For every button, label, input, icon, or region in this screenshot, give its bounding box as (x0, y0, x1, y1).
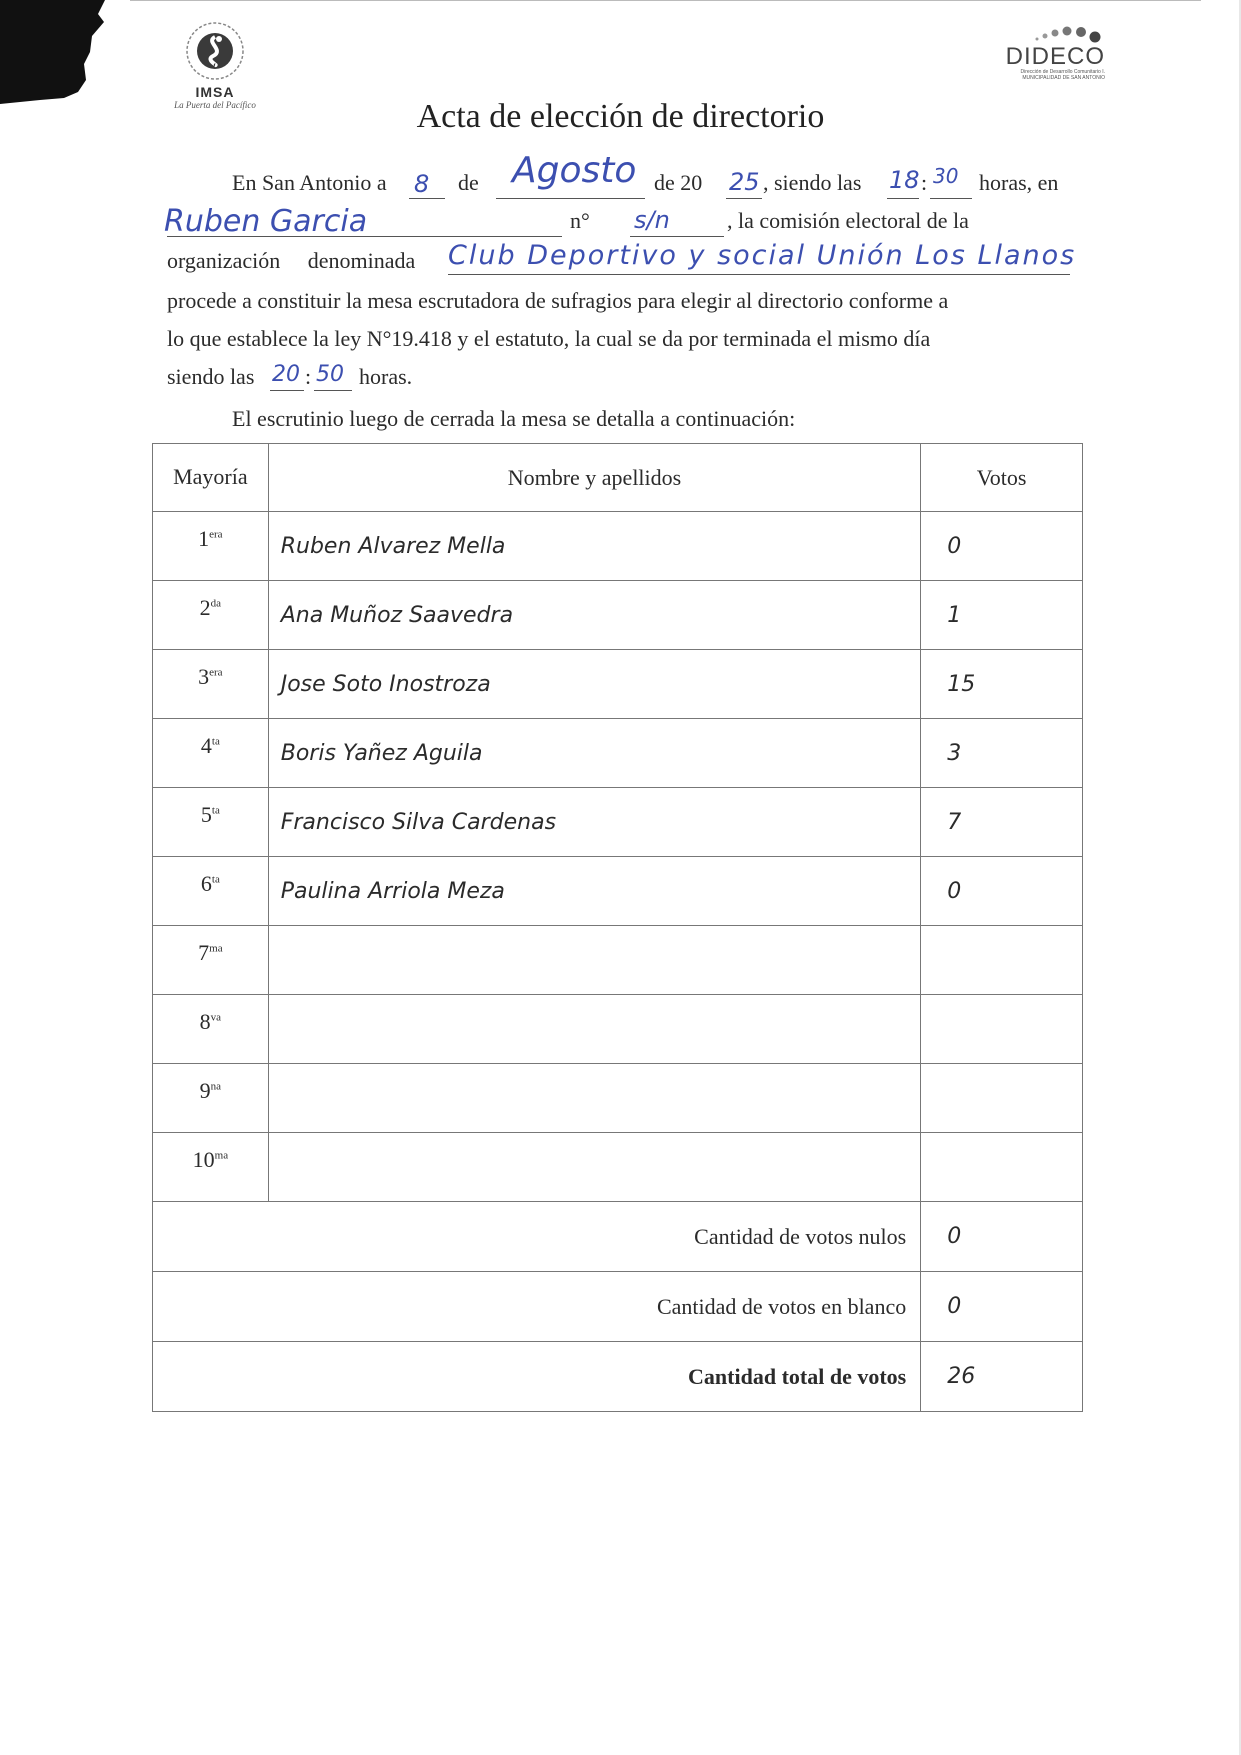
candidate-name: Boris Yañez Aguila (268, 719, 920, 788)
form-text-5: horas, en (979, 170, 1059, 195)
dideco-subtitle: Dirección de Desarrollo Comunitario I. MUNICIPALIDAD DE SAN ANTONIO (1020, 69, 1105, 81)
dideco-logo (985, 25, 1105, 81)
month-underline (496, 198, 645, 199)
table-row (153, 926, 1083, 995)
total-votes-value: 26 (921, 1342, 1083, 1412)
document-title: Acta de elección de directorio (416, 98, 825, 135)
blank-votes-value: 0 (921, 1272, 1083, 1342)
candidate-name (268, 1064, 920, 1133)
candidate-name: Ruben Alvarez Mella (268, 512, 920, 581)
end-minute-underline (314, 390, 352, 391)
candidate-name (268, 926, 920, 995)
number-underline (630, 236, 724, 237)
place-value: Ruben Garcia (164, 204, 368, 239)
rank-cell: $9^{na}$ (153, 1064, 269, 1133)
start-hour-value: 18 (889, 166, 920, 194)
table-row (153, 719, 1083, 788)
candidate-votes: 0 (921, 857, 1083, 926)
top-edge-line (130, 0, 1201, 1)
end-colon: : (305, 364, 312, 389)
blank-votes-row (153, 1272, 1083, 1342)
candidate-votes (921, 926, 1083, 995)
form-text-13: El escrutinio luego de cerrada la mesa se detalla a continuación: (232, 406, 796, 431)
total-votes-row (153, 1342, 1083, 1412)
header-nombre: Nombre y apellidos (268, 444, 920, 512)
dideco-logo-text: DIDECO (1005, 43, 1105, 70)
candidate-votes: 1 (921, 581, 1083, 650)
imsa-tagline: La Puerta del Pacífico (174, 100, 256, 110)
imsa-emblem-icon (175, 20, 255, 82)
form-text-1: En San Antonio a (232, 170, 387, 195)
rank-cell: $10^{ma}$ (153, 1133, 269, 1202)
number-value: s/n (634, 206, 670, 234)
candidate-votes (921, 1064, 1083, 1133)
candidate-votes: 3 (921, 719, 1083, 788)
rank-cell: $6^{ta}$ (153, 857, 269, 926)
rank-cell: $5^{ta}$ (153, 788, 269, 857)
total-votes-label: Cantidad total de votos (153, 1342, 921, 1412)
day-underline (409, 198, 445, 199)
start-minute-underline (930, 198, 972, 199)
null-votes-row (153, 1202, 1083, 1272)
table-row (153, 512, 1083, 581)
form-text-2: de (458, 170, 479, 195)
header-votos: Votos (921, 444, 1083, 512)
candidate-votes (921, 1133, 1083, 1202)
null-votes-label: Cantidad de votos nulos (153, 1202, 921, 1272)
end-minute-value: 50 (316, 362, 344, 387)
start-hour-underline (887, 198, 919, 199)
form-text-7: , la comisión electoral de la (727, 208, 969, 233)
rank-cell: $7^{ma}$ (153, 926, 269, 995)
results-table (152, 443, 1083, 1412)
rank-cell: $3^{era}$ (153, 650, 269, 719)
start-minute-value: 30 (933, 164, 959, 188)
day-value: 8 (414, 170, 430, 198)
end-hour-value: 20 (272, 362, 300, 387)
table-row (153, 1133, 1083, 1202)
candidate-votes: 7 (921, 788, 1083, 857)
rank-cell: $8^{va}$ (153, 995, 269, 1064)
month-value: Agosto (512, 150, 637, 191)
rank-cell: $2^{da}$ (153, 581, 269, 650)
organization-value: Club Deportivo y social Unión Los Llanos (448, 240, 1077, 271)
header-mayoria: Mayoría (153, 444, 269, 512)
table-row (153, 1064, 1083, 1133)
candidate-votes: 0 (921, 512, 1083, 581)
candidate-name: Jose Soto Inostroza (268, 650, 920, 719)
form-text-4: , siendo las (763, 170, 862, 195)
form-text-10: lo que establece la ley N°19.418 y el estatuto, la cual se da por terminada el mismo día (167, 326, 931, 351)
table-row (153, 581, 1083, 650)
candidate-votes: 15 (921, 650, 1083, 719)
dideco-dots-icon (985, 25, 1105, 45)
form-text-12: horas. (359, 364, 413, 389)
rank-cell: $1^{era}$ (153, 512, 269, 581)
table-row (153, 857, 1083, 926)
table-row (153, 650, 1083, 719)
imsa-logo (150, 20, 280, 110)
form-text-3: de 20 (654, 170, 703, 195)
table-row (153, 995, 1083, 1064)
candidate-name: Ana Muñoz Saavedra (268, 581, 920, 650)
blank-votes-label: Cantidad de votos en blanco (153, 1272, 921, 1342)
organization-underline (448, 274, 1070, 275)
rank-cell: $4^{ta}$ (153, 719, 269, 788)
end-hour-underline (270, 390, 304, 391)
table-row (153, 788, 1083, 857)
year-suffix-value: 25 (729, 168, 760, 196)
candidate-name (268, 1133, 920, 1202)
candidate-name (268, 995, 920, 1064)
form-text-8: organización denominada (167, 248, 416, 273)
form-text-11: siendo las (167, 364, 255, 389)
null-votes-value: 0 (921, 1202, 1083, 1272)
imsa-logo-text: IMSA (195, 84, 235, 100)
year-underline (726, 198, 762, 199)
form-text-9: procede a constituir la mesa escrutadora de sufragios para elegir al directorio conforme a (167, 288, 949, 313)
candidate-name: Paulina Arriola Meza (268, 857, 920, 926)
candidate-name: Francisco Silva Cardenas (268, 788, 920, 857)
scan-edge-mark (0, 0, 120, 110)
start-colon: : (921, 170, 928, 195)
form-text-6: n° (570, 208, 590, 233)
candidate-votes (921, 995, 1083, 1064)
table-header-row (153, 444, 1083, 512)
